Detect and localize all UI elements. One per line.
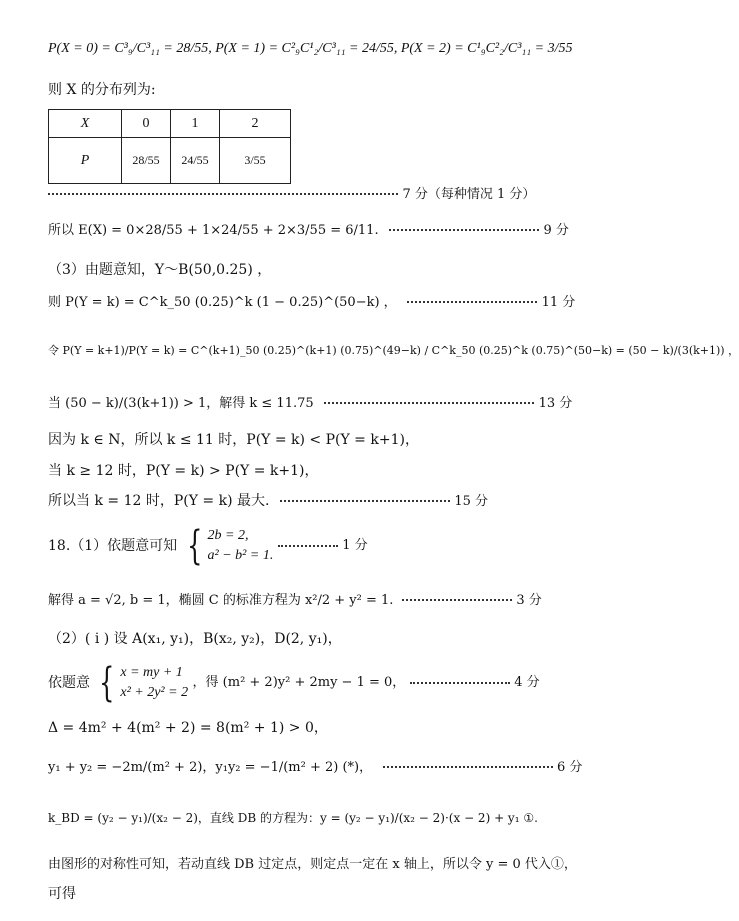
score-label: 15 分: [454, 494, 489, 509]
score-label: 3 分: [516, 593, 542, 608]
score-label: 7 分（每种情况 1 分）: [402, 187, 536, 202]
conclusion-text: 所以当 k = 12 时，P(Y = k) 最大.: [48, 493, 270, 509]
case2-line: [48, 461, 319, 481]
conclusion-line: [48, 491, 488, 512]
table-cell: 24/55: [171, 138, 220, 184]
score-label: 1 分: [342, 538, 368, 553]
case1-text: 因为 k ∈ N，所以 k ≤ 11 时，P(Y = k) < P(Y = k+1)，: [48, 432, 419, 448]
problem18-label: 18.（1）依题意可知: [48, 538, 178, 554]
line-db-equation: [48, 808, 538, 828]
score-line-7: [48, 184, 535, 205]
table-cell: X: [49, 110, 122, 138]
dotted-leader: [278, 545, 338, 547]
equation-2: x² + 2y² = 2: [120, 685, 189, 700]
vieta-text: y₁ + y₂ = −2m/(m² + 2)，y₁y₂ = −1/(m² + 2) (*)，: [48, 760, 373, 775]
result-line: [48, 884, 76, 904]
dotted-leader: [48, 193, 398, 195]
formula-text: P(X = 0) = C³₉/C³₁₁ = 28/55, P(X = 1) = C²₉C¹₂/C³₁₁ = 24/55, P(X = 2) = C¹₉C²₂/C³₁₁ = 3/55: [48, 41, 573, 56]
table-cell: 0: [122, 110, 171, 138]
line-db-text: k_BD = (y₂ − y₁)/(x₂ − 2)，直线 DB 的方程为：y = (y₂ − y₁)/(x₂ − 2)·(x − 2) + y₁ ①.: [48, 811, 538, 825]
ellipse-equation-line: [48, 590, 542, 611]
result-text: 可得: [48, 886, 76, 902]
inequality-text: 当 (50 − k)/(3(k+1)) > 1，解得 k ≤ 11.75: [48, 396, 314, 411]
score-label: 13 分: [538, 396, 573, 411]
table-cell: 3/55: [220, 138, 291, 184]
table-cell: P: [49, 138, 122, 184]
part2-setup-text: （2）( i ) 设 A(x₁, y₁)，B(x₂, y₂)，D(2, y₁)，: [48, 631, 342, 647]
binomial-text: 则 P(Y = k) = C^k_50 (0.25)^k (1 − 0.25)^(50−k) ，: [48, 295, 397, 310]
symmetry-line: [48, 854, 577, 875]
dotted-leader: [407, 301, 537, 303]
dotted-leader: [324, 402, 534, 404]
problem18-part1: [48, 523, 368, 569]
quadratic-text: ，得 (m² + 2)y² + 2my − 1 = 0，: [192, 675, 406, 690]
substitution-label: 依题意: [48, 675, 90, 691]
discriminant-line: [48, 718, 328, 738]
dotted-leader: [280, 500, 450, 502]
dotted-leader: [410, 682, 510, 684]
table-cell: 1: [171, 110, 220, 138]
ratio-line: [48, 340, 739, 361]
equation-1: x = my + 1: [120, 665, 183, 680]
inequality-line: [48, 393, 572, 414]
distribution-intro-text: 则 X 的分布列为:: [48, 82, 156, 98]
symmetry-text: 由图形的对称性可知，若动直线 DB 过定点，则定点一定在 x 轴上，所以令 y = 0 代入①，: [48, 857, 577, 872]
case1-line: [48, 430, 419, 450]
expectation-text: 所以 E(X) = 0×28/55 + 1×24/55 + 2×3/55 = 6/11.: [48, 223, 379, 238]
substitution-line: [48, 660, 540, 706]
part3-intro: [48, 260, 271, 280]
equation-system: [208, 526, 274, 566]
dotted-leader: [389, 229, 539, 231]
equation-1: 2b = 2,: [207, 528, 249, 543]
vieta-line: [48, 757, 582, 778]
table-row: [49, 110, 291, 138]
dotted-leader: [402, 599, 512, 601]
ratio-text: 令 P(Y = k+1)/P(Y = k) = C^(k+1)_50 (0.25)^(k+1) (0.75)^(49−k) / C^k_50 (0.25)^k (0.75)^(50−k) = (50 − k)/(3(k+1)) ，: [48, 344, 739, 357]
case2-text: 当 k ≥ 12 时，P(Y = k) > P(Y = k+1)，: [48, 463, 319, 479]
expectation-line: [48, 220, 569, 241]
score-label: 11 分: [541, 295, 576, 310]
discriminant-text: Δ = 4m² + 4(m² + 2) = 8(m² + 1) > 0，: [48, 720, 328, 736]
left-brace: {: [99, 660, 115, 706]
probability-values-line: [48, 38, 572, 59]
table-row: [49, 138, 291, 184]
equation-system: [120, 663, 188, 703]
distribution-table: [48, 109, 291, 184]
table-cell: 28/55: [122, 138, 171, 184]
table-cell: 2: [220, 110, 291, 138]
ellipse-equation-text: 解得 a = √2, b = 1，椭圆 C 的标准方程为 x²/2 + y² = 1.: [48, 593, 394, 608]
dotted-leader: [383, 766, 553, 768]
binomial-line: [48, 292, 575, 313]
equation-2: a² − b² = 1.: [207, 548, 274, 563]
score-label: 6 分: [557, 760, 583, 775]
part2-setup: [48, 629, 342, 649]
distribution-intro: [48, 80, 156, 100]
left-brace: {: [186, 523, 202, 569]
score-label: 4 分: [514, 675, 540, 690]
score-label: 9 分: [543, 223, 569, 238]
part3-text: （3）由题意知，Y～B(50,0.25) ，: [48, 262, 272, 278]
